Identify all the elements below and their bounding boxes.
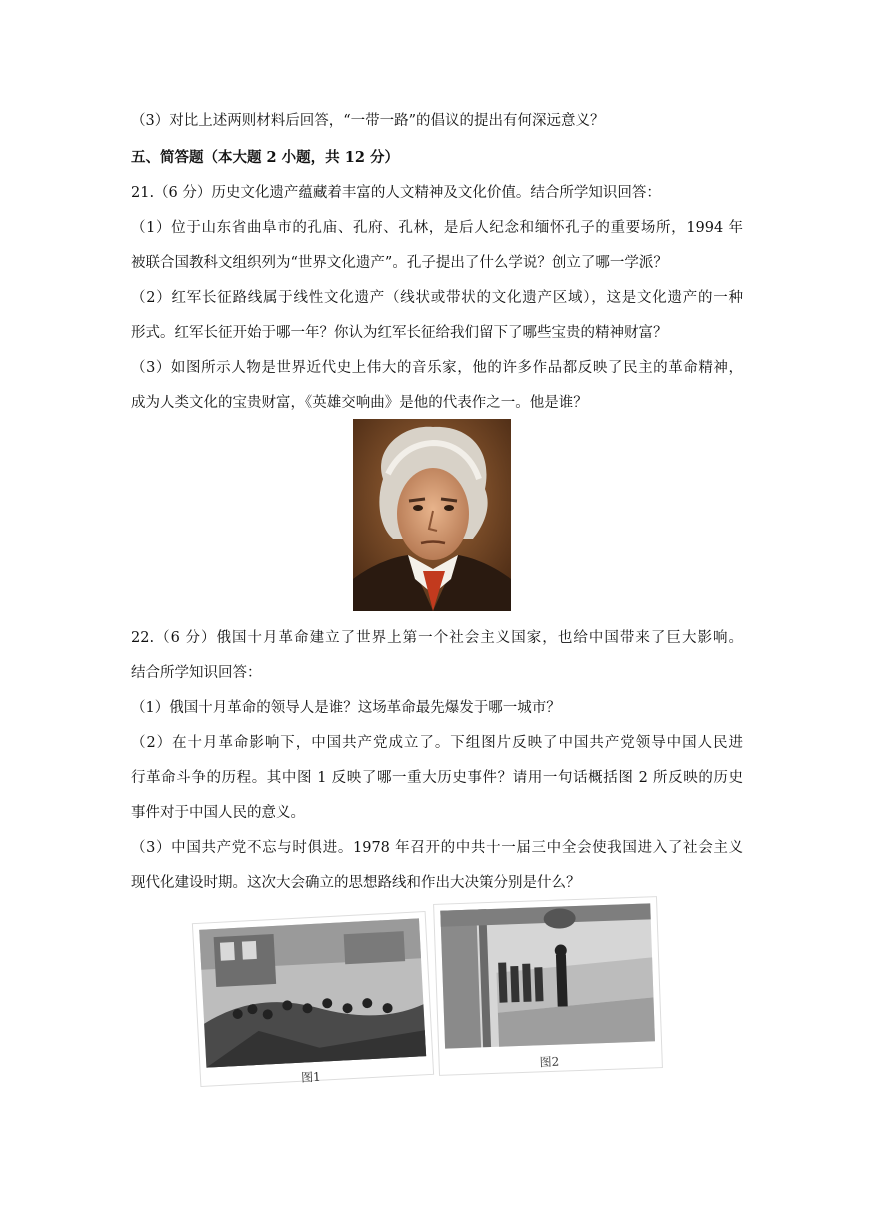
question-21-3-line1: （3）如图所示人物是世界近代史上伟大的音乐家，他的许多作品都反映了民主的革命精神， <box>131 360 743 376</box>
question-22-3-line1: （3）中国共产党不忘与时俱进。1978 年召开的中共十一届三中全会使我国进入了社会主义 <box>131 840 743 856</box>
figure-2-photo <box>434 897 662 1075</box>
question-21-stem: 21.（6 分）历史文化遗产蕴藏着丰富的人文精神及文化价值。结合所学知识回答： <box>131 185 661 201</box>
question-21-2-line2: 形式。红军长征开始于哪一年？你认为红军长征给我们留下了哪些宝贵的精神财富？ <box>131 325 668 341</box>
question-22-1: （1）俄国十月革命的领导人是谁？这场革命最先爆发于哪一城市？ <box>131 700 561 716</box>
question-22-stem-line1: 22.（6 分）俄国十月革命建立了世界上第一个社会主义国家，也给中国带来了巨大影响。 <box>131 630 743 646</box>
question-21-3-line2: 成为人类文化的宝贵财富，《英雄交响曲》是他的代表作之一。他是谁？ <box>131 395 588 411</box>
question-22-3-line2: 现代化建设时期。这次大会确立的思想路线和作出大决策分别是什么？ <box>131 875 581 891</box>
question-22-2-line3: 事件对于中国人民的意义。 <box>131 805 305 821</box>
section-heading: 五、简答题（本大题 2 小题，共 12 分） <box>131 149 399 166</box>
question-21-1-line2: 被联合国教科文组织列为“世界文化遗产”。孔子提出了什么学说？创立了哪一学派？ <box>131 255 668 271</box>
figure-1-photo <box>193 912 433 1086</box>
question-20-3: （3）对比上述两则材料后回答，“一带一路”的倡议的提出有何深远意义？ <box>131 113 605 129</box>
figure-2-caption: 图2 <box>539 1054 560 1070</box>
question-22-stem-line2: 结合所学知识回答： <box>131 665 262 681</box>
question-22-2-line2: 行革命斗争的历程。其中图 1 反映了哪一重大历史事件？请用一句话概括图 2 所反映的历史 <box>131 770 743 786</box>
question-21-1-line1: （1）位于山东省曲阜市的孔庙、孔府、孔林，是后人纪念和缅怀孔子的重要场所，1994 年 <box>131 220 743 236</box>
question-21-2-line1: （2）红军长征路线属于线性文化遗产（线状或带状的文化遗产区域），这是文化遗产的一种 <box>131 290 743 306</box>
beethoven-portrait-image <box>353 419 511 611</box>
question-22-2-line1: （2）在十月革命影响下，中国共产党成立了。下组图片反映了中国共产党领导中国人民进 <box>131 735 743 751</box>
figure-1-caption: 图1 <box>300 1069 322 1085</box>
